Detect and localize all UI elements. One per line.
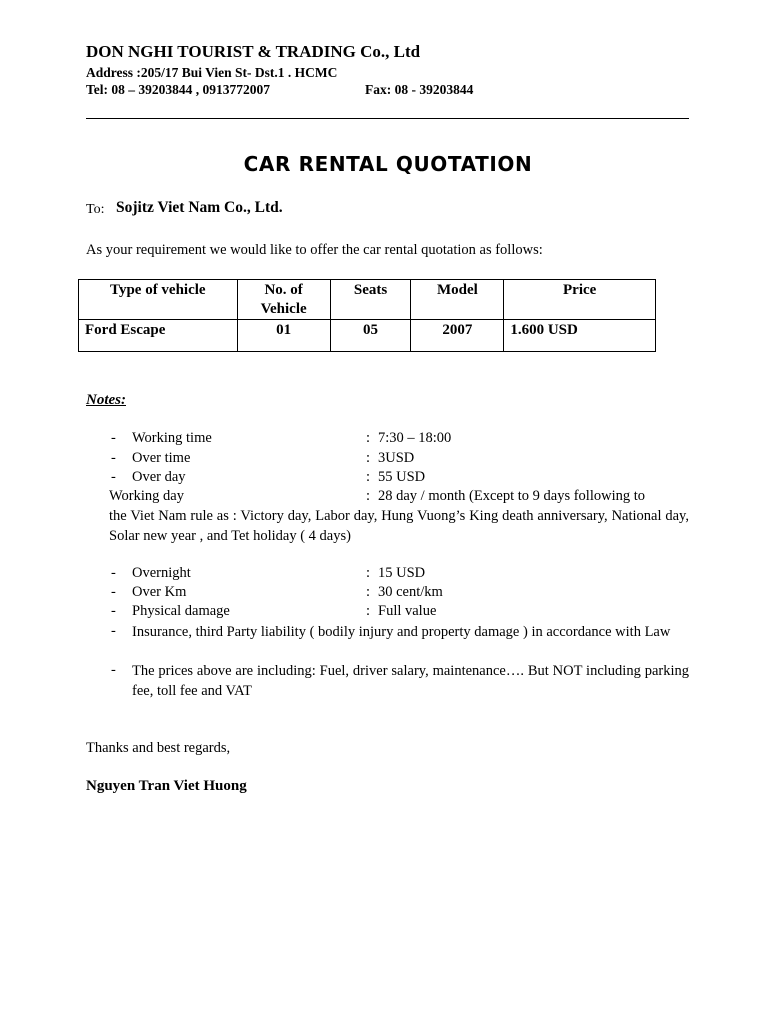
table-cell: 01 [237,320,330,352]
header-cell: Type of vehicle [79,280,238,320]
note-label: Over Km [132,584,187,600]
note-value: Full value [378,603,437,619]
company-fax: Fax: 08 - 39203844 [365,82,474,97]
company-address: Address :205/17 Bui Vien St- Dst.1 . HCMC [86,65,338,80]
company-tel: Tel: 08 – 39203844 , 0913772007 [86,82,271,97]
recipient-name: Sojitz Viet Nam Co., Ltd. [116,199,283,216]
company-name: DON NGHI TOURIST & TRADING Co., Ltd [86,42,421,61]
note-label: Over time [132,450,191,466]
note-value: 30 cent/km [378,584,443,600]
working-day-details: the Viet Nam rule as : Victory day, Labor day, Hung Vuong’s King death anniversary, National day, Solar new year , and Tet holiday ( 4 days) [109,508,689,544]
signer-name: Nguyen Tran Viet Huong [86,778,247,794]
header-divider [86,118,689,119]
note-label: Physical damage [132,603,230,619]
note-label: Overnight [132,565,191,581]
insurance-text: Insurance, third Party liability ( bodily injury and property damage ) in accordance with Law [132,624,671,640]
note-value: 28 day / month (Except to 9 days following to [378,488,646,504]
document-title: CAR RENTAL QUOTATION [243,152,533,176]
note-label: Working time [132,430,212,446]
prices-text: The prices above are including: Fuel, driver salary, maintenance…. But NOT including parking fee, toll fee and VAT [132,663,689,699]
table-row [79,320,656,352]
closing-thanks: Thanks and best regards, [86,740,231,756]
note-label: Over day [132,469,186,485]
quotation-table [78,279,656,352]
header-cell: Price [504,280,656,320]
note-label: Working day [109,488,184,504]
table-cell: Ford Escape [79,320,238,352]
header-cell: Model [411,280,504,320]
header-cell: Seats [330,280,411,320]
table-cell: 05 [330,320,411,352]
intro-text: As your requirement we would like to offer the car rental quotation as follows: [86,242,543,258]
note-value: 3USD [378,450,415,466]
table-header-row [79,280,656,320]
note-value: 15 USD [378,565,426,581]
note-value: 7:30 – 18:00 [378,430,452,446]
table-cell: 2007 [411,320,504,352]
header-cell: No. of Vehicle [237,280,330,320]
table-cell: 1.600 USD [504,320,656,352]
quotation-page: DON NGHI TOURIST & TRADING Co., Ltd Address :205/17 Bui Vien St- Dst.1 . HCMC Tel: 08 – 39203844 , 0913772007 Fax: 08 - 39203844 CAR RENTAL QUOTATION To: Sojitz Viet Nam Co., Ltd. As your requirement we would like to offer the car rental quotation as follows: Type of vehicle No. of Vehicle Seats Model Price Ford Escape 01 05 2007 1.600 USD Notes: - Working time : 7:30 – 18:00 - Over time : 3USD - Over day : 55 USD Working day : 28 day / month (Except to 9 days following to the Viet Nam rule as : Victory day, Labor day, Hung Vuong’s King death anniversary, National day, Solar new year , and Tet holiday ( 4 days) - Overnight : 15 USD - Over Km : 30 cent/km - Physical damage : Full value - Insurance, third Party liability ( bodily injury and property damage ) in accordance with Law - The prices above are including: Fuel, driver salary, maintenance…. But NOT including parking fee, toll fee and VAT Thanks and best regards, Nguyen Tran Viet Huong [0,0,768,1024]
recipient-label: To: [86,202,105,217]
note-value: 55 USD [378,469,426,485]
notes-title: Notes: [86,392,126,408]
